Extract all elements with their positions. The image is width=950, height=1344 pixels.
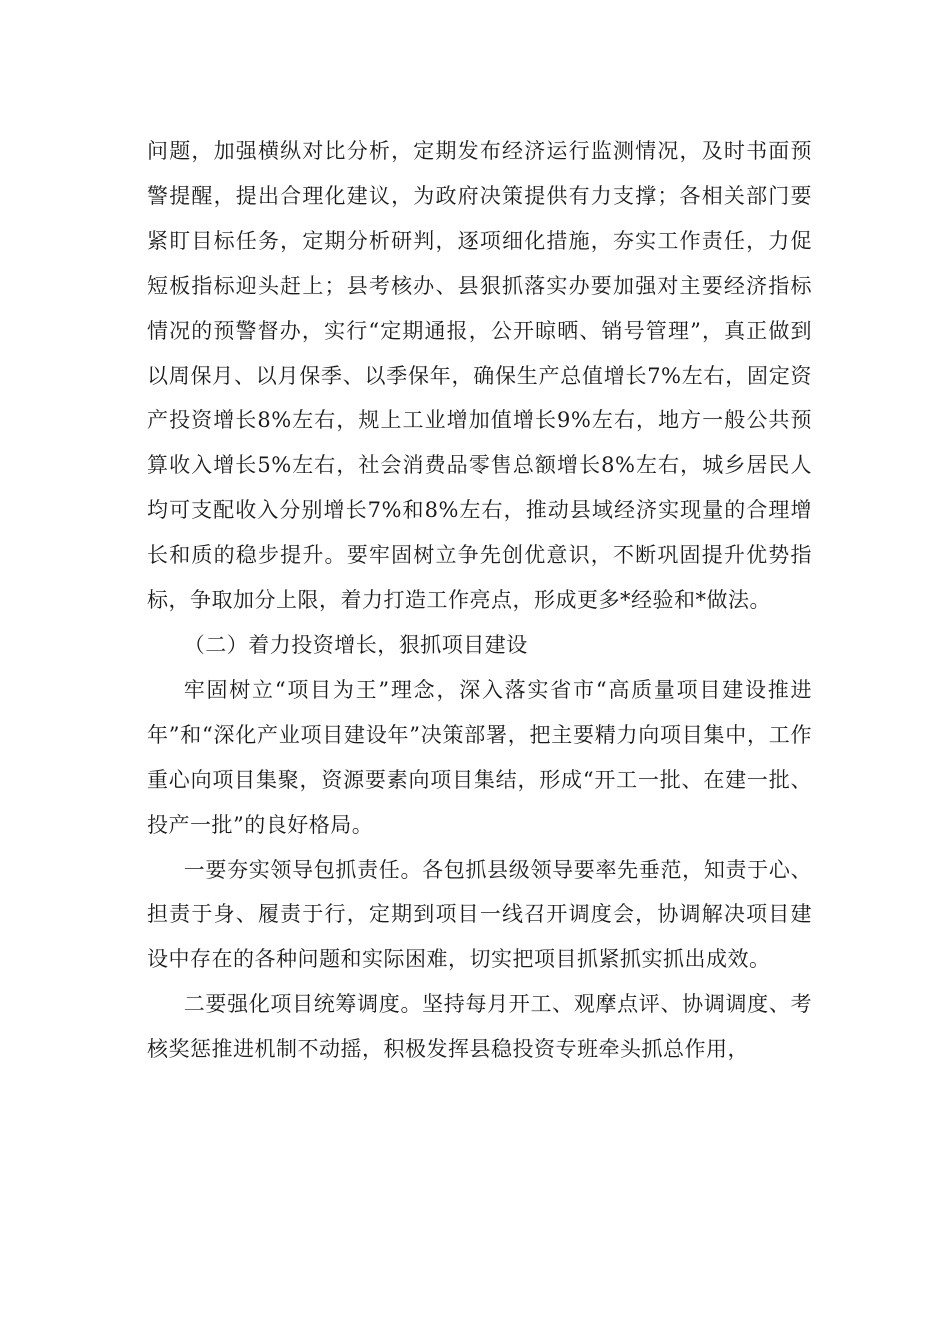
paragraph-point-two: 二要强化项目统筹调度。坚持每月开工、观摩点评、协调调度、考核奖惩推进机制不动摇，积极发挥县稳投资专班牵头抓总作用， <box>147 992 812 1062</box>
document-body <box>147 129 812 1072</box>
paragraph-continuation: 问题，加强横纵对比分析，定期发布经济运行监测情况，及时书面预警提醒，提出合理化建议，为政府决策提供有力支撑；各相关部门要紧盯目标任务，定期分析研判，逐项细化措施，夯实工作责任，力促短板指标迎头赶上；县考核办、县狠抓落实办要加强对主要经济指标情况的预警督办，实行“定期通报，公开晾晒、销号管理”，真正做到以周保月、以月保季、以季保年，确保生产总值增长7%左右，固定资产投资增长8%左右，规上工业增加值增长9%左右，地方一般公共预算收入增长5%左右，社会消费品零售总额增长8%左右，城乡居民人均可支配收入分别增长7%和8%左右，推动县域经济实现量的合理增长和质的稳步提升。要牢固树立争先创优意识，不断巩固提升优势指标，争取加分上限，着力打造工作亮点，形成更多*经验和*做法。 <box>147 139 812 613</box>
paragraph-intro: 牢固树立“项目为王”理念，深入落实省市“高质量项目建设推进年”和“深化产业项目建设年”决策部署，把主要精力向项目集中，工作重心向项目集聚，资源要素向项目集结，形成“开工一批、在建一批、投产一批”的良好格局。 <box>147 677 812 837</box>
section-heading: （二）着力投资增长，狠抓项目建设 <box>183 632 528 657</box>
paragraph-point-one: 一要夯实领导包抓责任。各包抓县级领导要率先垂范，知责于心、担责于身、履责于行，定期到项目一线召开调度会，协调解决项目建设中存在的各种问题和实际困难，切实把项目抓紧抓实抓出成效。 <box>147 857 812 972</box>
